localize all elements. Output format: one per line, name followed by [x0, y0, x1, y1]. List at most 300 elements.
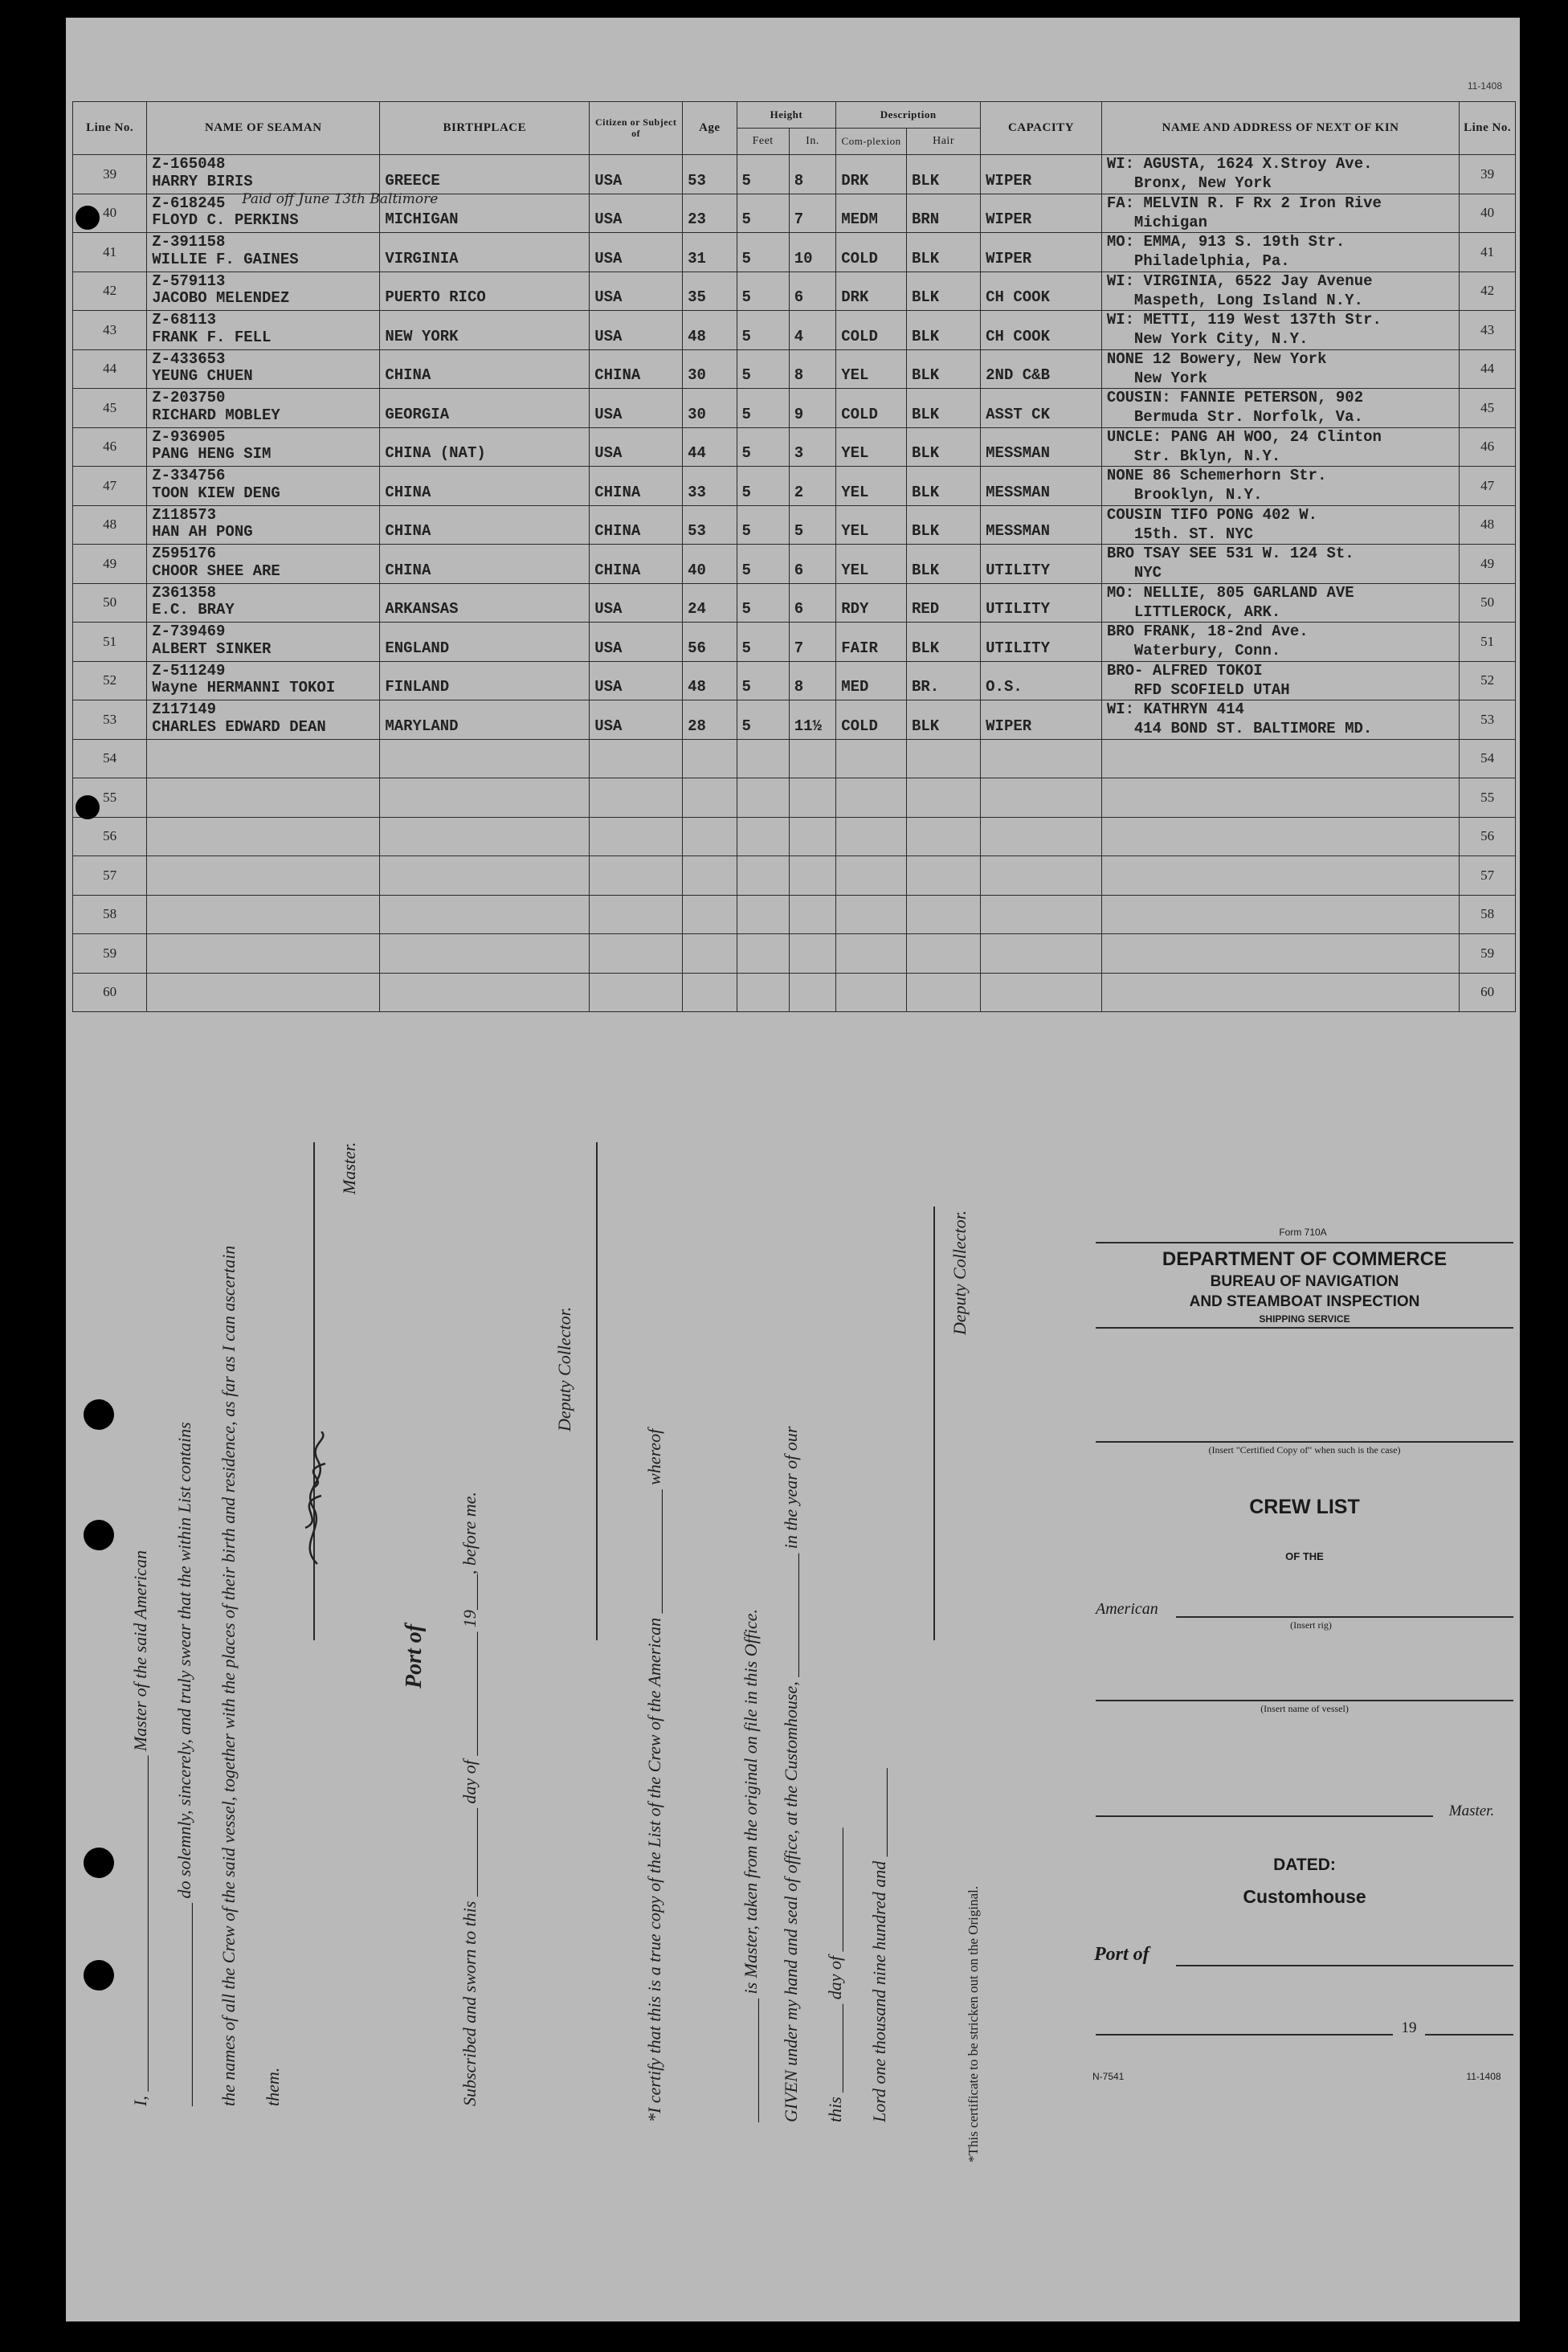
- birthplace: GEORGIA: [385, 405, 450, 423]
- citizen-cell: [590, 194, 683, 233]
- line-number-right: [1460, 505, 1516, 545]
- age-cell: [683, 856, 737, 896]
- next-of-kin-line-1: MO: NELLIE, 805 GARLAND AVE: [1106, 583, 1354, 602]
- hair-cell: [906, 817, 980, 856]
- line-number-text: 51: [103, 633, 117, 649]
- next-of-kin-line-1: FA: MELVIN R. F Rx 2 Iron Rive: [1106, 194, 1382, 212]
- age-cell: [683, 545, 737, 584]
- next-of-kin-cell: [1101, 155, 1459, 194]
- next-of-kin-line-2: LITTLEROCK, ARK.: [1133, 602, 1281, 621]
- seaman-name-cell: [147, 700, 380, 740]
- next-of-kin-cell: [1101, 272, 1459, 311]
- capacity-cell: [981, 817, 1102, 856]
- cover-insert-rig: (Insert rig): [1290, 1619, 1332, 1631]
- hair: BLK: [911, 522, 940, 540]
- next-of-kin-line-2: Michigan: [1133, 213, 1208, 231]
- line-number: [73, 233, 147, 272]
- line-number-right: [1460, 194, 1516, 233]
- capacity-cell: [981, 194, 1102, 233]
- line-number-right: [1460, 427, 1516, 467]
- citizenship: CHINA: [594, 522, 641, 540]
- next-of-kin-cell: [1101, 545, 1459, 584]
- citizenship: USA: [594, 600, 623, 618]
- next-of-kin-line-1: WI: METTI, 119 West 137th Str.: [1106, 311, 1382, 329]
- feet-cell: [737, 778, 789, 818]
- complexion-cell: [836, 389, 907, 428]
- punch-hole: [84, 1848, 114, 1878]
- height-feet: 5: [741, 444, 751, 462]
- next-of-kin-cell: [1101, 427, 1459, 467]
- age-cell: [683, 467, 737, 506]
- seaman-name-cell: [147, 856, 380, 896]
- age-cell: [683, 895, 737, 934]
- cover-master-line: [1096, 1815, 1433, 1817]
- hair-cell: [906, 661, 980, 700]
- capacity: O.S.: [986, 678, 1023, 696]
- complexion-cell: [836, 973, 907, 1012]
- hair: BLK: [911, 444, 940, 462]
- cover-rig-line: [1176, 1616, 1513, 1618]
- birthplace: CHINA: [385, 522, 431, 540]
- next-of-kin-cell: [1101, 817, 1459, 856]
- capacity-cell: [981, 895, 1102, 934]
- line-number-right-text: 51: [1480, 633, 1495, 649]
- next-of-kin-cell: [1101, 467, 1459, 506]
- z-number: Z595176: [152, 545, 217, 562]
- citizenship: USA: [594, 444, 623, 462]
- cover-rule: [1096, 1242, 1513, 1243]
- seaman-name-cell: [147, 817, 380, 856]
- z-number: Z-391158: [152, 233, 226, 251]
- hair: BLK: [911, 366, 940, 384]
- hair-cell: [906, 583, 980, 623]
- hair-cell: [906, 623, 980, 662]
- seaman-name-cell: [147, 661, 380, 700]
- capacity-cell: [981, 856, 1102, 896]
- line-number: [73, 661, 147, 700]
- capacity-cell: [981, 700, 1102, 740]
- feet-cell: [737, 973, 789, 1012]
- cover-insert-vessel: (Insert name of vessel): [1260, 1703, 1349, 1714]
- line-number-right: [1460, 311, 1516, 350]
- citizenship: USA: [594, 288, 623, 306]
- paid-off-note: Paid off June 13th Baltimore: [242, 190, 439, 207]
- age-cell: [683, 661, 737, 700]
- line-number: [73, 700, 147, 740]
- next-of-kin-line-2: Bronx, New York: [1133, 174, 1272, 192]
- line-number-right: [1460, 467, 1516, 506]
- oath-master-label: Master.: [339, 1141, 359, 1194]
- birthplace: MARYLAND: [385, 717, 459, 735]
- seaman-name: PANG HENG SIM: [152, 445, 272, 463]
- birthplace-cell: [380, 505, 590, 545]
- citizen-cell: [590, 272, 683, 311]
- next-of-kin-line-2: RFD SCOFIELD UTAH: [1133, 680, 1290, 699]
- capacity-cell: [981, 778, 1102, 818]
- age-cell: [683, 623, 737, 662]
- hair-cell: [906, 389, 980, 428]
- next-of-kin-line-2: NYC: [1133, 564, 1162, 582]
- next-of-kin-line-2: Maspeth, Long Island N.Y.: [1133, 291, 1363, 309]
- line-number-text: 45: [103, 399, 117, 415]
- citizen-cell: [590, 505, 683, 545]
- birthplace: PUERTO RICO: [385, 288, 486, 306]
- z-number: Z361358: [152, 583, 217, 602]
- height-inches: 10: [794, 249, 813, 267]
- citizen-cell: [590, 739, 683, 778]
- line-number-right: [1460, 272, 1516, 311]
- line-number: [73, 427, 147, 467]
- line-number-right-text: 47: [1480, 477, 1495, 493]
- seaman-name-cell: [147, 155, 380, 194]
- capacity-cell: [981, 973, 1102, 1012]
- cover-form-number: Form 710A: [1279, 1227, 1327, 1238]
- cover-customhouse: Customhouse: [1243, 1886, 1366, 1907]
- hair: BLK: [911, 483, 940, 501]
- complexion: COLD: [841, 405, 878, 423]
- hair: BLK: [911, 405, 940, 423]
- line-number: [73, 349, 147, 389]
- cover-of-the: OF THE: [1285, 1550, 1324, 1562]
- age-cell: [683, 934, 737, 974]
- capacity: WIPER: [986, 249, 1032, 267]
- line-number-right-text: 57: [1480, 867, 1495, 883]
- next-of-kin-line-1: BRO FRANK, 18-2nd Ave.: [1106, 623, 1309, 640]
- table-row: [73, 233, 1516, 272]
- capacity-cell: [981, 467, 1102, 506]
- port-of-label: Port of: [402, 1623, 427, 1688]
- table-row: [73, 272, 1516, 311]
- inch-cell: [789, 194, 835, 233]
- seaman-name-cell: [147, 427, 380, 467]
- cover-date-line: [1096, 2034, 1393, 2036]
- cover-code-left: N-7541: [1092, 2071, 1125, 2082]
- inch-cell: [789, 427, 835, 467]
- cover-dated: DATED:: [1273, 1856, 1336, 1874]
- age: 23: [688, 210, 706, 228]
- birthplace-cell: [380, 623, 590, 662]
- height-feet: 5: [741, 366, 751, 384]
- citizenship: USA: [594, 639, 623, 657]
- birthplace-cell: [380, 817, 590, 856]
- line-number-right-text: 60: [1480, 984, 1495, 1000]
- inch-cell: [789, 467, 835, 506]
- age-cell: [683, 194, 737, 233]
- inch-cell: [789, 778, 835, 818]
- complexion-cell: [836, 467, 907, 506]
- line-number-text: 49: [103, 555, 117, 571]
- feet-cell: [737, 623, 789, 662]
- birthplace-cell: [380, 311, 590, 350]
- hair-cell: [906, 467, 980, 506]
- capacity: WIPER: [986, 717, 1032, 735]
- header-kin: NAME AND ADDRESS OF NEXT OF KIN: [1101, 102, 1459, 155]
- birthplace-cell: [380, 467, 590, 506]
- line-number-text: 44: [103, 361, 117, 377]
- seaman-name: YEUNG CHUEN: [152, 367, 253, 385]
- cover-year: 19: [1401, 2019, 1417, 2036]
- next-of-kin-cell: [1101, 895, 1459, 934]
- capacity-cell: [981, 389, 1102, 428]
- height-feet: 5: [741, 678, 751, 696]
- complexion-cell: [836, 505, 907, 545]
- line-number: [73, 505, 147, 545]
- seaman-name-cell: [147, 233, 380, 272]
- crew-list-sheet: [66, 18, 1520, 2321]
- feet-cell: [737, 311, 789, 350]
- height-inches: 5: [794, 522, 804, 540]
- complexion-cell: [836, 155, 907, 194]
- capacity: 2ND C&B: [986, 366, 1050, 384]
- cover-bureau-2: AND STEAMBOAT INSPECTION: [1189, 1293, 1420, 1310]
- complexion-cell: [836, 895, 907, 934]
- complexion: RDY: [841, 600, 869, 618]
- table-row: [73, 155, 1516, 194]
- feet-cell: [737, 349, 789, 389]
- deputy-signature-line-2: [933, 1207, 935, 1640]
- citizenship: CHINA: [594, 561, 641, 579]
- line-number-right: [1460, 856, 1516, 896]
- age: 48: [688, 327, 706, 345]
- capacity: MESSMAN: [986, 444, 1050, 462]
- next-of-kin-cell: [1101, 661, 1459, 700]
- citizen-cell: [590, 155, 683, 194]
- birthplace: NEW YORK: [385, 327, 459, 345]
- feet-cell: [737, 856, 789, 896]
- line-number-text: 58: [103, 906, 117, 922]
- line-number-text: 43: [103, 321, 117, 337]
- birthplace-cell: [380, 155, 590, 194]
- height-inches: 4: [794, 327, 804, 345]
- seaman-name-cell: [147, 623, 380, 662]
- z-number: Z-165048: [152, 155, 226, 173]
- seaman-name-cell: [147, 505, 380, 545]
- next-of-kin-line-1: NONE 86 Schemerhorn Str.: [1106, 467, 1327, 484]
- birthplace-cell: [380, 272, 590, 311]
- line-number-text: 50: [103, 594, 117, 610]
- hair-cell: [906, 155, 980, 194]
- cover-shipping-service: SHIPPING SERVICE: [1259, 1313, 1350, 1325]
- height-inches: 3: [794, 444, 804, 462]
- birthplace: ARKANSAS: [385, 600, 459, 618]
- capacity: ASST CK: [986, 405, 1050, 423]
- z-number: Z-618245: [152, 194, 226, 212]
- header-line-no: Line No.: [73, 102, 147, 155]
- hair: BLK: [911, 717, 940, 735]
- hair: BRN: [911, 210, 940, 228]
- next-of-kin-line-2: Waterbury, Conn.: [1133, 642, 1281, 659]
- cover-department: DEPARTMENT OF COMMERCE: [1162, 1248, 1448, 1270]
- birthplace-cell: [380, 194, 590, 233]
- next-of-kin-line-1: MO: EMMA, 913 S. 19th Str.: [1106, 233, 1345, 251]
- crew-table: [72, 101, 1516, 1012]
- hair-cell: [906, 778, 980, 818]
- inch-cell: [789, 155, 835, 194]
- feet-cell: [737, 155, 789, 194]
- birthplace: CHINA: [385, 561, 431, 579]
- capacity-cell: [981, 583, 1102, 623]
- line-number: [73, 934, 147, 974]
- citizen-cell: [590, 934, 683, 974]
- line-number-text: 48: [103, 517, 117, 533]
- feet-cell: [737, 427, 789, 467]
- next-of-kin-cell: [1101, 739, 1459, 778]
- complexion: YEL: [841, 366, 869, 384]
- header-description: Description: [836, 102, 981, 129]
- height-inches: 8: [794, 366, 804, 384]
- line-number-right-text: 45: [1480, 399, 1495, 415]
- table-row: [73, 856, 1516, 896]
- cover-insert-cert: (Insert "Certified Copy of" when such is the case): [1208, 1444, 1401, 1456]
- line-number-right-text: 55: [1480, 789, 1495, 805]
- lord-text: Lord one thousand nine hundred and __________: [869, 1768, 889, 2122]
- height-inches: 6: [794, 561, 804, 579]
- line-number-right-text: 48: [1480, 517, 1495, 533]
- cover-crew-list: CREW LIST: [1249, 1496, 1360, 1518]
- hair-cell: [906, 856, 980, 896]
- next-of-kin-line-2: New York City, N.Y.: [1133, 330, 1309, 348]
- z-number: Z-579113: [152, 272, 226, 290]
- seaman-name: HARRY BIRIS: [152, 172, 253, 190]
- seaman-name: TOON KIEW DENG: [152, 484, 280, 502]
- complexion: DRK: [841, 288, 869, 306]
- next-of-kin-line-1: WI: KATHRYN 414: [1106, 700, 1244, 718]
- citizenship: USA: [594, 678, 623, 696]
- complexion-cell: [836, 583, 907, 623]
- age-cell: [683, 427, 737, 467]
- hair: BLK: [911, 639, 940, 657]
- capacity: CH COOK: [986, 327, 1050, 345]
- capacity: MESSMAN: [986, 483, 1050, 501]
- seaman-name: CHARLES EDWARD DEAN: [152, 717, 326, 736]
- z-number: Z118573: [152, 505, 217, 524]
- birthplace-cell: [380, 934, 590, 974]
- birthplace: VIRGINIA: [385, 249, 459, 267]
- table-row: [73, 934, 1516, 974]
- citizenship: USA: [594, 210, 623, 228]
- inch-cell: [789, 817, 835, 856]
- citizen-cell: [590, 623, 683, 662]
- next-of-kin-cell: [1101, 583, 1459, 623]
- seaman-name-cell: [147, 934, 380, 974]
- feet-cell: [737, 934, 789, 974]
- height-feet: 5: [741, 717, 751, 735]
- deputy-collector-1: Deputy Collector.: [554, 1306, 574, 1431]
- complexion: MEDM: [841, 210, 878, 228]
- deputy-signature-line-1: [596, 1142, 598, 1640]
- complexion-cell: [836, 934, 907, 974]
- birthplace-cell: [380, 856, 590, 896]
- hair-cell: [906, 934, 980, 974]
- next-of-kin-line-1: BRO TSAY SEE 531 W. 124 St.: [1106, 545, 1354, 562]
- header-feet: Feet: [737, 129, 789, 155]
- line-number: [73, 856, 147, 896]
- capacity: UTILITY: [986, 600, 1050, 618]
- citizenship: USA: [594, 327, 623, 345]
- feet-cell: [737, 233, 789, 272]
- line-number-right: [1460, 233, 1516, 272]
- citizenship: USA: [594, 717, 623, 735]
- next-of-kin-cell: [1101, 389, 1459, 428]
- hair-cell: [906, 973, 980, 1012]
- line-number-right-text: 41: [1480, 243, 1495, 259]
- complexion-cell: [836, 545, 907, 584]
- complexion-cell: [836, 427, 907, 467]
- birthplace-cell: [380, 349, 590, 389]
- certify-text-2: ______________ is Master, taken from the original on file in this Office.: [741, 1609, 761, 2122]
- capacity-cell: [981, 349, 1102, 389]
- table-row: [73, 895, 1516, 934]
- line-number-text: 54: [103, 750, 117, 766]
- birthplace-cell: [380, 233, 590, 272]
- next-of-kin-line-1: WI: VIRGINIA, 6522 Jay Avenue: [1106, 272, 1373, 290]
- seaman-name-cell: [147, 272, 380, 311]
- inch-cell: [789, 934, 835, 974]
- age-cell: [683, 349, 737, 389]
- cover-rule: [1096, 1327, 1513, 1329]
- next-of-kin-line-1: UNCLE: PANG AH WOO, 24 Clinton: [1106, 427, 1382, 446]
- table-row: [73, 349, 1516, 389]
- line-number-right: [1460, 155, 1516, 194]
- capacity-cell: [981, 155, 1102, 194]
- seaman-name-cell: [147, 778, 380, 818]
- feet-cell: [737, 505, 789, 545]
- line-number-text: 39: [103, 165, 117, 182]
- complexion-cell: [836, 778, 907, 818]
- line-number: [73, 155, 147, 194]
- birthplace: ENGLAND: [385, 639, 450, 657]
- complexion: YEL: [841, 444, 869, 462]
- complexion-cell: [836, 623, 907, 662]
- inch-cell: [789, 973, 835, 1012]
- header-name: NAME OF SEAMAN: [147, 102, 380, 155]
- seaman-name: JACOBO MELENDEZ: [152, 289, 290, 307]
- line-number-right: [1460, 973, 1516, 1012]
- birthplace-cell: [380, 895, 590, 934]
- birthplace: GREECE: [385, 171, 440, 190]
- seaman-name: Wayne HERMANNI TOKOI: [152, 679, 336, 696]
- line-number-text: 56: [103, 828, 117, 844]
- height-feet: 5: [741, 249, 751, 267]
- line-number: [73, 739, 147, 778]
- seaman-name-cell: [147, 545, 380, 584]
- line-number: [73, 272, 147, 311]
- cover-bureau-1: BUREAU OF NAVIGATION: [1210, 1273, 1399, 1290]
- seaman-name-cell: [147, 311, 380, 350]
- next-of-kin-cell: [1101, 778, 1459, 818]
- next-of-kin-line-2: 414 BOND ST. BALTIMORE MD.: [1133, 720, 1373, 737]
- line-number-right: [1460, 739, 1516, 778]
- complexion: MED: [841, 678, 869, 696]
- next-of-kin-line-2: Bermuda Str. Norfolk, Va.: [1133, 408, 1363, 426]
- age: 24: [688, 600, 706, 618]
- line-number-text: 46: [103, 439, 117, 455]
- certify-text-1: *I certify that this is a true copy of the List of the Crew of the American ______________ whereof: [644, 1428, 664, 2122]
- complexion: DRK: [841, 171, 869, 190]
- inch-cell: [789, 623, 835, 662]
- inch-cell: [789, 700, 835, 740]
- age: 30: [688, 366, 706, 384]
- inch-cell: [789, 272, 835, 311]
- seaman-name: RICHARD MOBLEY: [152, 406, 280, 424]
- complexion-cell: [836, 272, 907, 311]
- table-row: [73, 778, 1516, 818]
- age: 33: [688, 483, 706, 501]
- line-number: [73, 895, 147, 934]
- punch-hole: [84, 1399, 114, 1430]
- capacity-cell: [981, 739, 1102, 778]
- footnote-text: *This certificate to be stricken out on the Original.: [966, 1885, 981, 2162]
